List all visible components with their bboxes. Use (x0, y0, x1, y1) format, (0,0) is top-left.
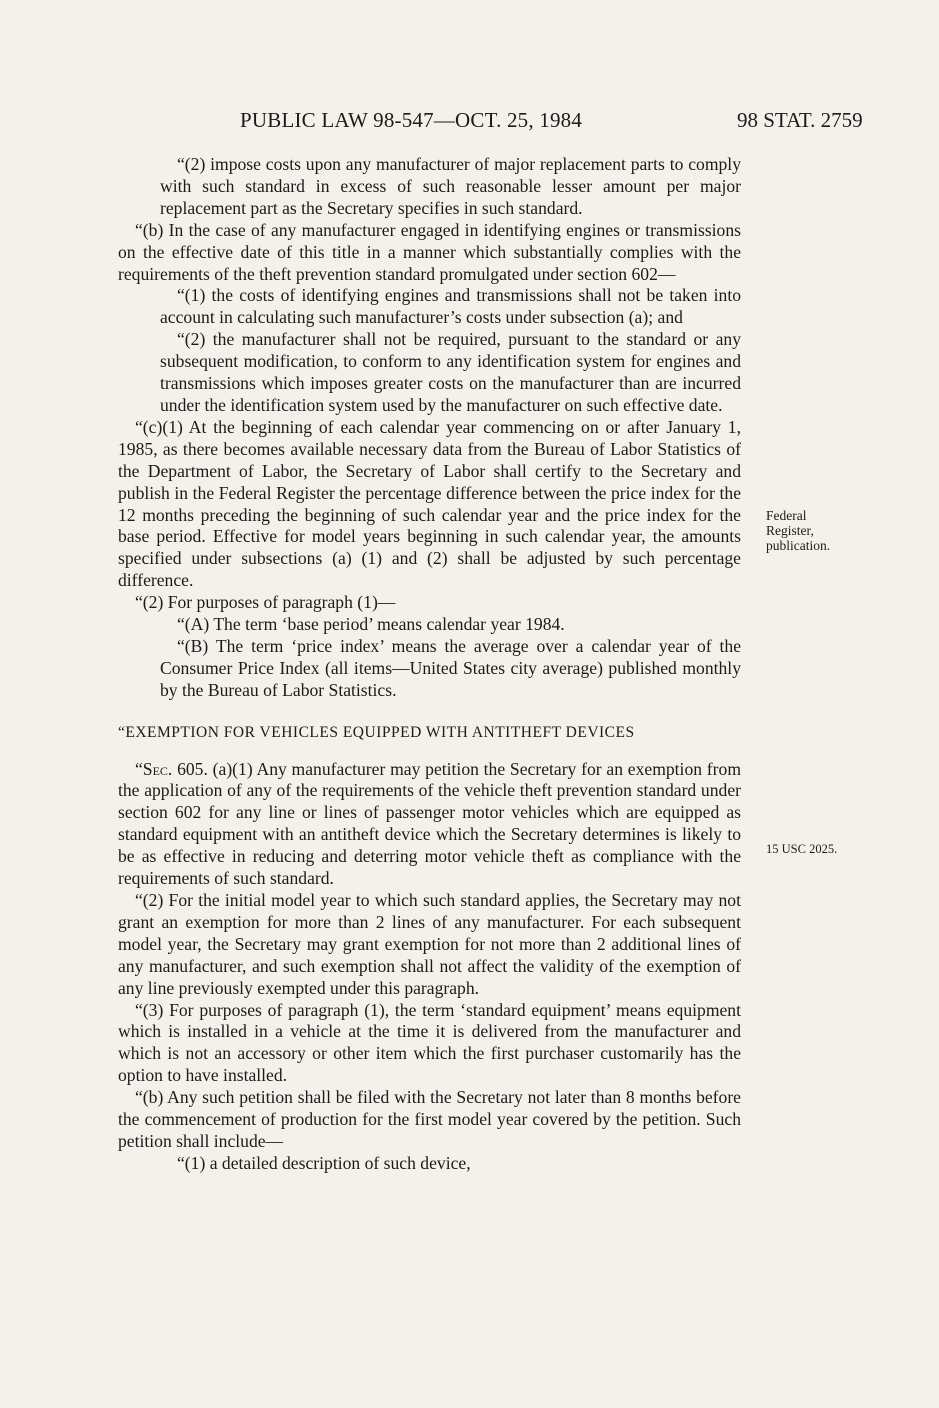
paragraph-c2: “(2) For purposes of paragraph (1)— (135, 592, 396, 613)
section-605-lead: “Sec. 605. (135, 758, 208, 779)
section-605-a1-text: (a)(1) Any manufacturer may petition the Secretary for an exemption from the application of any of the requirements of the vehicle theft prevention standard under section 602 for any line or lines of passenger motor vehicles which are equipped as standard equipment with an antitheft device which the Secretary determines is likely to be as effective in reducing and deterring motor vehicle theft as compliance with the requirements of such standard. (118, 758, 742, 889)
paragraph-b1: “(1) the costs of identifying engines and transmissions shall not be taken into account in calculating such manufacturer’s costs under subsection (a); and (160, 285, 741, 328)
paragraph-b2: “(2) the manufacturer shall not be required, pursuant to the standard or any subsequent modification, to conform to any identification system for engines and transmissions which imposes greater costs on the manufacturer than are incurred under the identification system used by the manufacturer on such effective date. (160, 329, 741, 415)
statute-text (118, 154, 741, 1175)
margin-note-line: Register, (766, 523, 814, 538)
paragraph-605-a3: “(3) For purposes of paragraph (1), the term ‘standard equipment’ means equipment which is installed in a vehicle at the time it is delivered from the manufacturer and which is not an accessory or other item which the first purchaser customarily has the option to have installed. (118, 999, 741, 1086)
paragraph-605-b1: “(1) a detailed description of such device, (177, 1152, 471, 1173)
paragraph-a2-costs: “(2) impose costs upon any manufacturer of major replacement parts to comply with such standard in excess of such reasonable lesser amount per major replacement part as the Secretary specifies in such standard. (160, 154, 741, 218)
section-heading (118, 722, 741, 745)
paragraph-c1: “(c)(1) At the beginning of each calendar year commencing on or after January 1, 1985, as there becomes available necessary data from the Bureau of Labor Statistics of the Department of Labor, the Secretary of Labor shall certify to the Secretary and publish in the Federal Register the percentage difference between the price index for the 12 months preceding the beginning of such calendar year and the price index for the base period. Effective for model years beginning in such calendar year, the amounts specified under subsections (a) (1) and (2) shall be adjusted by such percentage difference. (118, 416, 741, 591)
paragraph-605-b: “(b) Any such petition shall be filed with the Secretary not later than 8 months before the commencement of production for the first model year covered by the petition. Such petition shall include— (118, 1087, 741, 1151)
margin-note-line: publication. (766, 538, 831, 553)
running-header-title: PUBLIC LAW 98-547—OCT. 25, 1984 (240, 108, 583, 132)
paragraph-c2a: “(A) The term ‘base period’ means calendar year 1984. (177, 614, 565, 635)
running-header-stat-page: 98 STAT. 2759 (737, 108, 863, 132)
paragraph-b: “(b) In the case of any manufacturer engaged in identifying engines or transmissions on the effective date of this title in a manner which substantially complies with the requirements of the theft prevention standard promulgated under section 602— (118, 219, 741, 284)
margin-note-usc: 15 USC 2025. (766, 842, 838, 856)
section-heading-text: “EXEMPTION FOR VEHICLES EQUIPPED WITH ANTITHEFT DEVICES (118, 723, 635, 741)
section-605-a1 (118, 759, 741, 890)
margin-note-line: Federal (766, 508, 807, 523)
paragraph-c2b: “(B) The term ‘price index’ means the average over a calendar year of the Consumer Price Index (all items—United States city average) published monthly by the Bureau of Labor Statistics. (160, 635, 741, 700)
paragraph-605-a2: “(2) For the initial model year to which such standard applies, the Secretary may not grant an exemption for more than 2 lines of any manufacturer. For each subsequent model year, the Secretary may grant exemption for not more than 2 additional lines of any manufacturer, and such exemption shall not affect the validity of the exemption of any line previously exempted under this paragraph. (118, 890, 741, 998)
margin-note-federal-register (766, 508, 830, 553)
